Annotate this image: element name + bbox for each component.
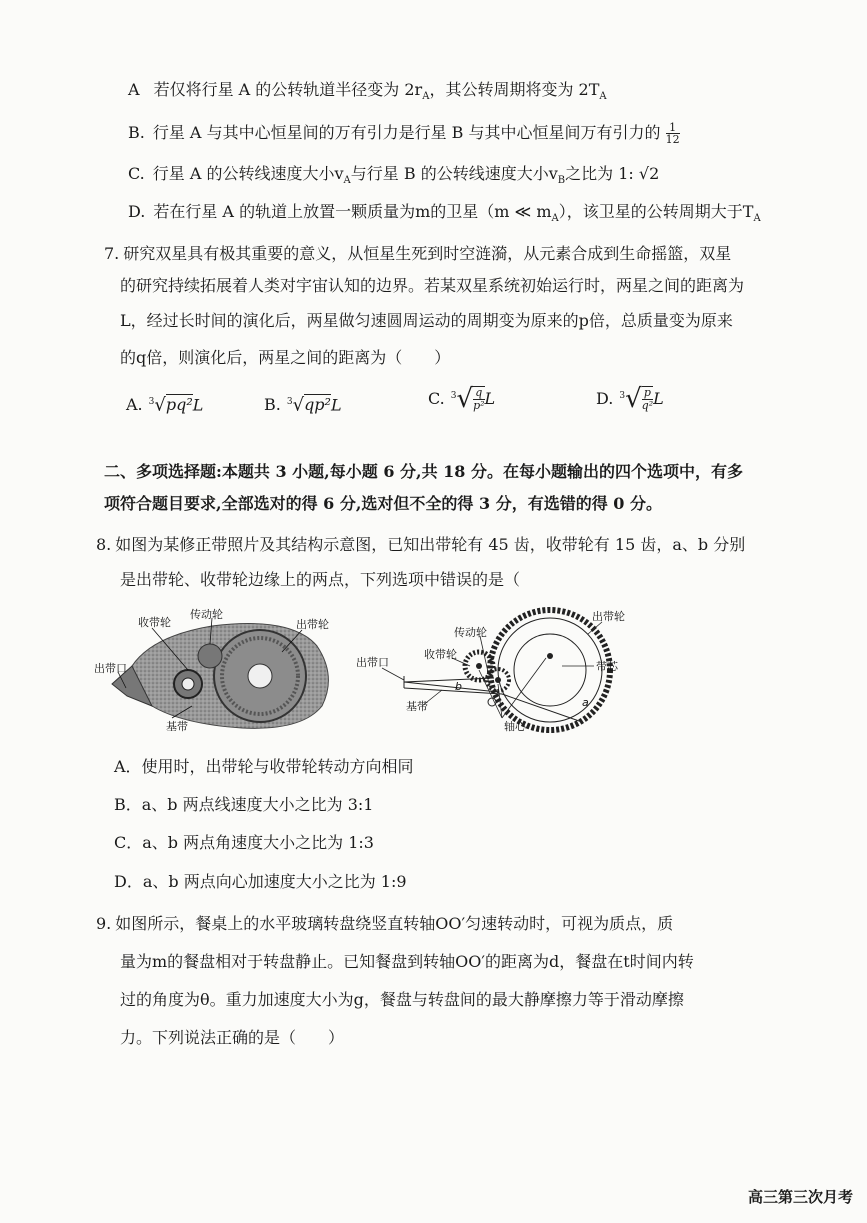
- diagram-label-a: a: [582, 696, 589, 709]
- q7-choice-d: D. $^3$√ $\frac{p}{\text{q²}}$ L: [596, 384, 664, 414]
- q9-stem-line-2: 量为m的餐盘相对于转盘静止。已知餐盘到转轴OO′的距离为d，餐盘在t时间内转: [120, 952, 694, 971]
- question-number: 7.: [104, 244, 120, 263]
- q8-option-d: D．a、b 两点向心加速度大小之比为 1:9: [114, 872, 407, 891]
- diagram-label-jidai: 基带: [406, 700, 428, 713]
- option-label: B.: [128, 123, 145, 142]
- q8-option-a: A．使用时，出带轮与收带轮转动方向相同: [114, 757, 414, 776]
- q7-stem-line-1: 7. 研究双星具有极其重要的意义，从恒星生死到时空涟漪，从元素合成到生命摇篮，双星: [104, 244, 732, 263]
- q7-choice-a: A. $^3$√pq²L: [126, 394, 204, 416]
- option-label: D.: [128, 202, 146, 221]
- q6-option-d: D. 若在行星 A 的轨道上放置一颗质量为m的卫星（m ≪ $m_A$），该卫星的公转周期大于$T_A$: [128, 202, 761, 225]
- section2-heading-line-1: 二、多项选择题:本题共 3 小题,每小题 6 分,共 18 分。在每小题输出的四个选项中，有多: [104, 462, 744, 481]
- correction-tape-diagram: [352, 606, 652, 746]
- correction-tape-diagram-svg: [352, 606, 652, 746]
- correction-tape-photo: [92, 606, 352, 736]
- q9-stem-line-1: 9. 如图所示，餐桌上的水平玻璃转盘绕竖直转轴OO′匀速转动时，可视为质点，质: [96, 914, 674, 933]
- diagram-label-daixin: 带芯: [596, 660, 618, 673]
- diagram-label-chuandong: 传动轮: [454, 626, 487, 639]
- q8-option-c: C．a、b 两点角速度大小之比为 1:3: [114, 833, 374, 852]
- option-label: A: [128, 80, 140, 99]
- question-number: 8.: [96, 535, 112, 554]
- diagram-label-b: b: [455, 680, 462, 693]
- fraction: $\frac{1}{12}$: [665, 121, 680, 146]
- option-label: C.: [128, 164, 145, 183]
- q8-option-b: B．a、b 两点线速度大小之比为 3:1: [114, 795, 374, 814]
- q7-stem-line-2: 的研究持续拓展着人类对宇宙认知的边界。若某双星系统初始运行时，两星之间的距离为: [120, 276, 745, 295]
- photo-label-chukou: 出带口: [94, 662, 127, 675]
- q8-stem-line-2: 是出带轮、收带轮边缘上的两点，下列选项中错误的是（: [120, 570, 521, 589]
- diagram-label-chudai: 出带轮: [592, 610, 625, 623]
- q6-option-a: A 若仅将行星 A 的公转轨道半径变为 $2r_A$，其公转周期将变为 $2T_A$: [128, 80, 607, 103]
- correction-tape-photo-svg: [92, 606, 352, 736]
- q9-stem-line-3: 过的角度为θ。重力加速度大小为g，餐盘与转盘间的最大静摩擦力等于滑动摩擦: [120, 990, 684, 1009]
- q6-option-c: C. 行星 A 的公转线速度大小$v_A$与行星 B 的公转线速度大小$v_B$之比为 1: √2: [128, 164, 660, 187]
- photo-label-shoudai: 收带轮: [138, 616, 171, 629]
- option-text: 行星 A 的公转线速度大小v: [152, 164, 344, 183]
- option-tail: ，其公转周期将变为 2T: [429, 80, 600, 99]
- q8-stem-line-1: 8. 如图为某修正带照片及其结构示意图，已知出带轮有 45 齿，收带轮有 15 齿，a、b 分别: [96, 535, 746, 554]
- q7-stem-line-4: 的q倍，则演化后，两星之间的距离为（ ）: [120, 348, 451, 367]
- diagram-label-zhouxin: 轴心: [504, 720, 526, 733]
- q7-choice-b: B. $^3$√qp²L: [264, 394, 342, 416]
- q7-stem-line-3: L，经过长时间的演化后，两星做匀速圆周运动的周期变为原来的p倍，总质量变为原来: [120, 311, 733, 330]
- q7-choice-c: C. $^3$√ $\frac{q}{\text{p²}}$ L: [428, 384, 496, 414]
- section2-heading-line-2: 项符合题目要求,全部选对的得 6 分,选对但不全的得 3 分，有选错的得 0 分。: [104, 494, 662, 513]
- option-text: 行星 A 与其中心恒星间的万有引力是行星 B 与其中心恒星间万有引力的: [152, 123, 661, 142]
- photo-label-chudai: 出带轮: [296, 618, 329, 631]
- question-number: 9.: [96, 914, 112, 933]
- page-footer: 高三第三次月考: [747, 1188, 853, 1206]
- diagram-label-shoudai: 收带轮: [424, 648, 457, 661]
- diagram-label-chukou: 出带口: [356, 656, 389, 669]
- photo-label-chuandong: 传动轮: [190, 608, 223, 621]
- q9-stem-line-4: 力。下列说法正确的是（ ）: [120, 1028, 345, 1047]
- photo-label-jidai: 基带: [166, 720, 188, 733]
- q6-option-b: [128, 122, 680, 145]
- option-text: 若在行星 A 的轨道上放置一颗质量为m的卫星（m ≪ m: [153, 202, 552, 221]
- option-text: 若仅将行星 A 的公转轨道半径变为 2r: [153, 80, 423, 99]
